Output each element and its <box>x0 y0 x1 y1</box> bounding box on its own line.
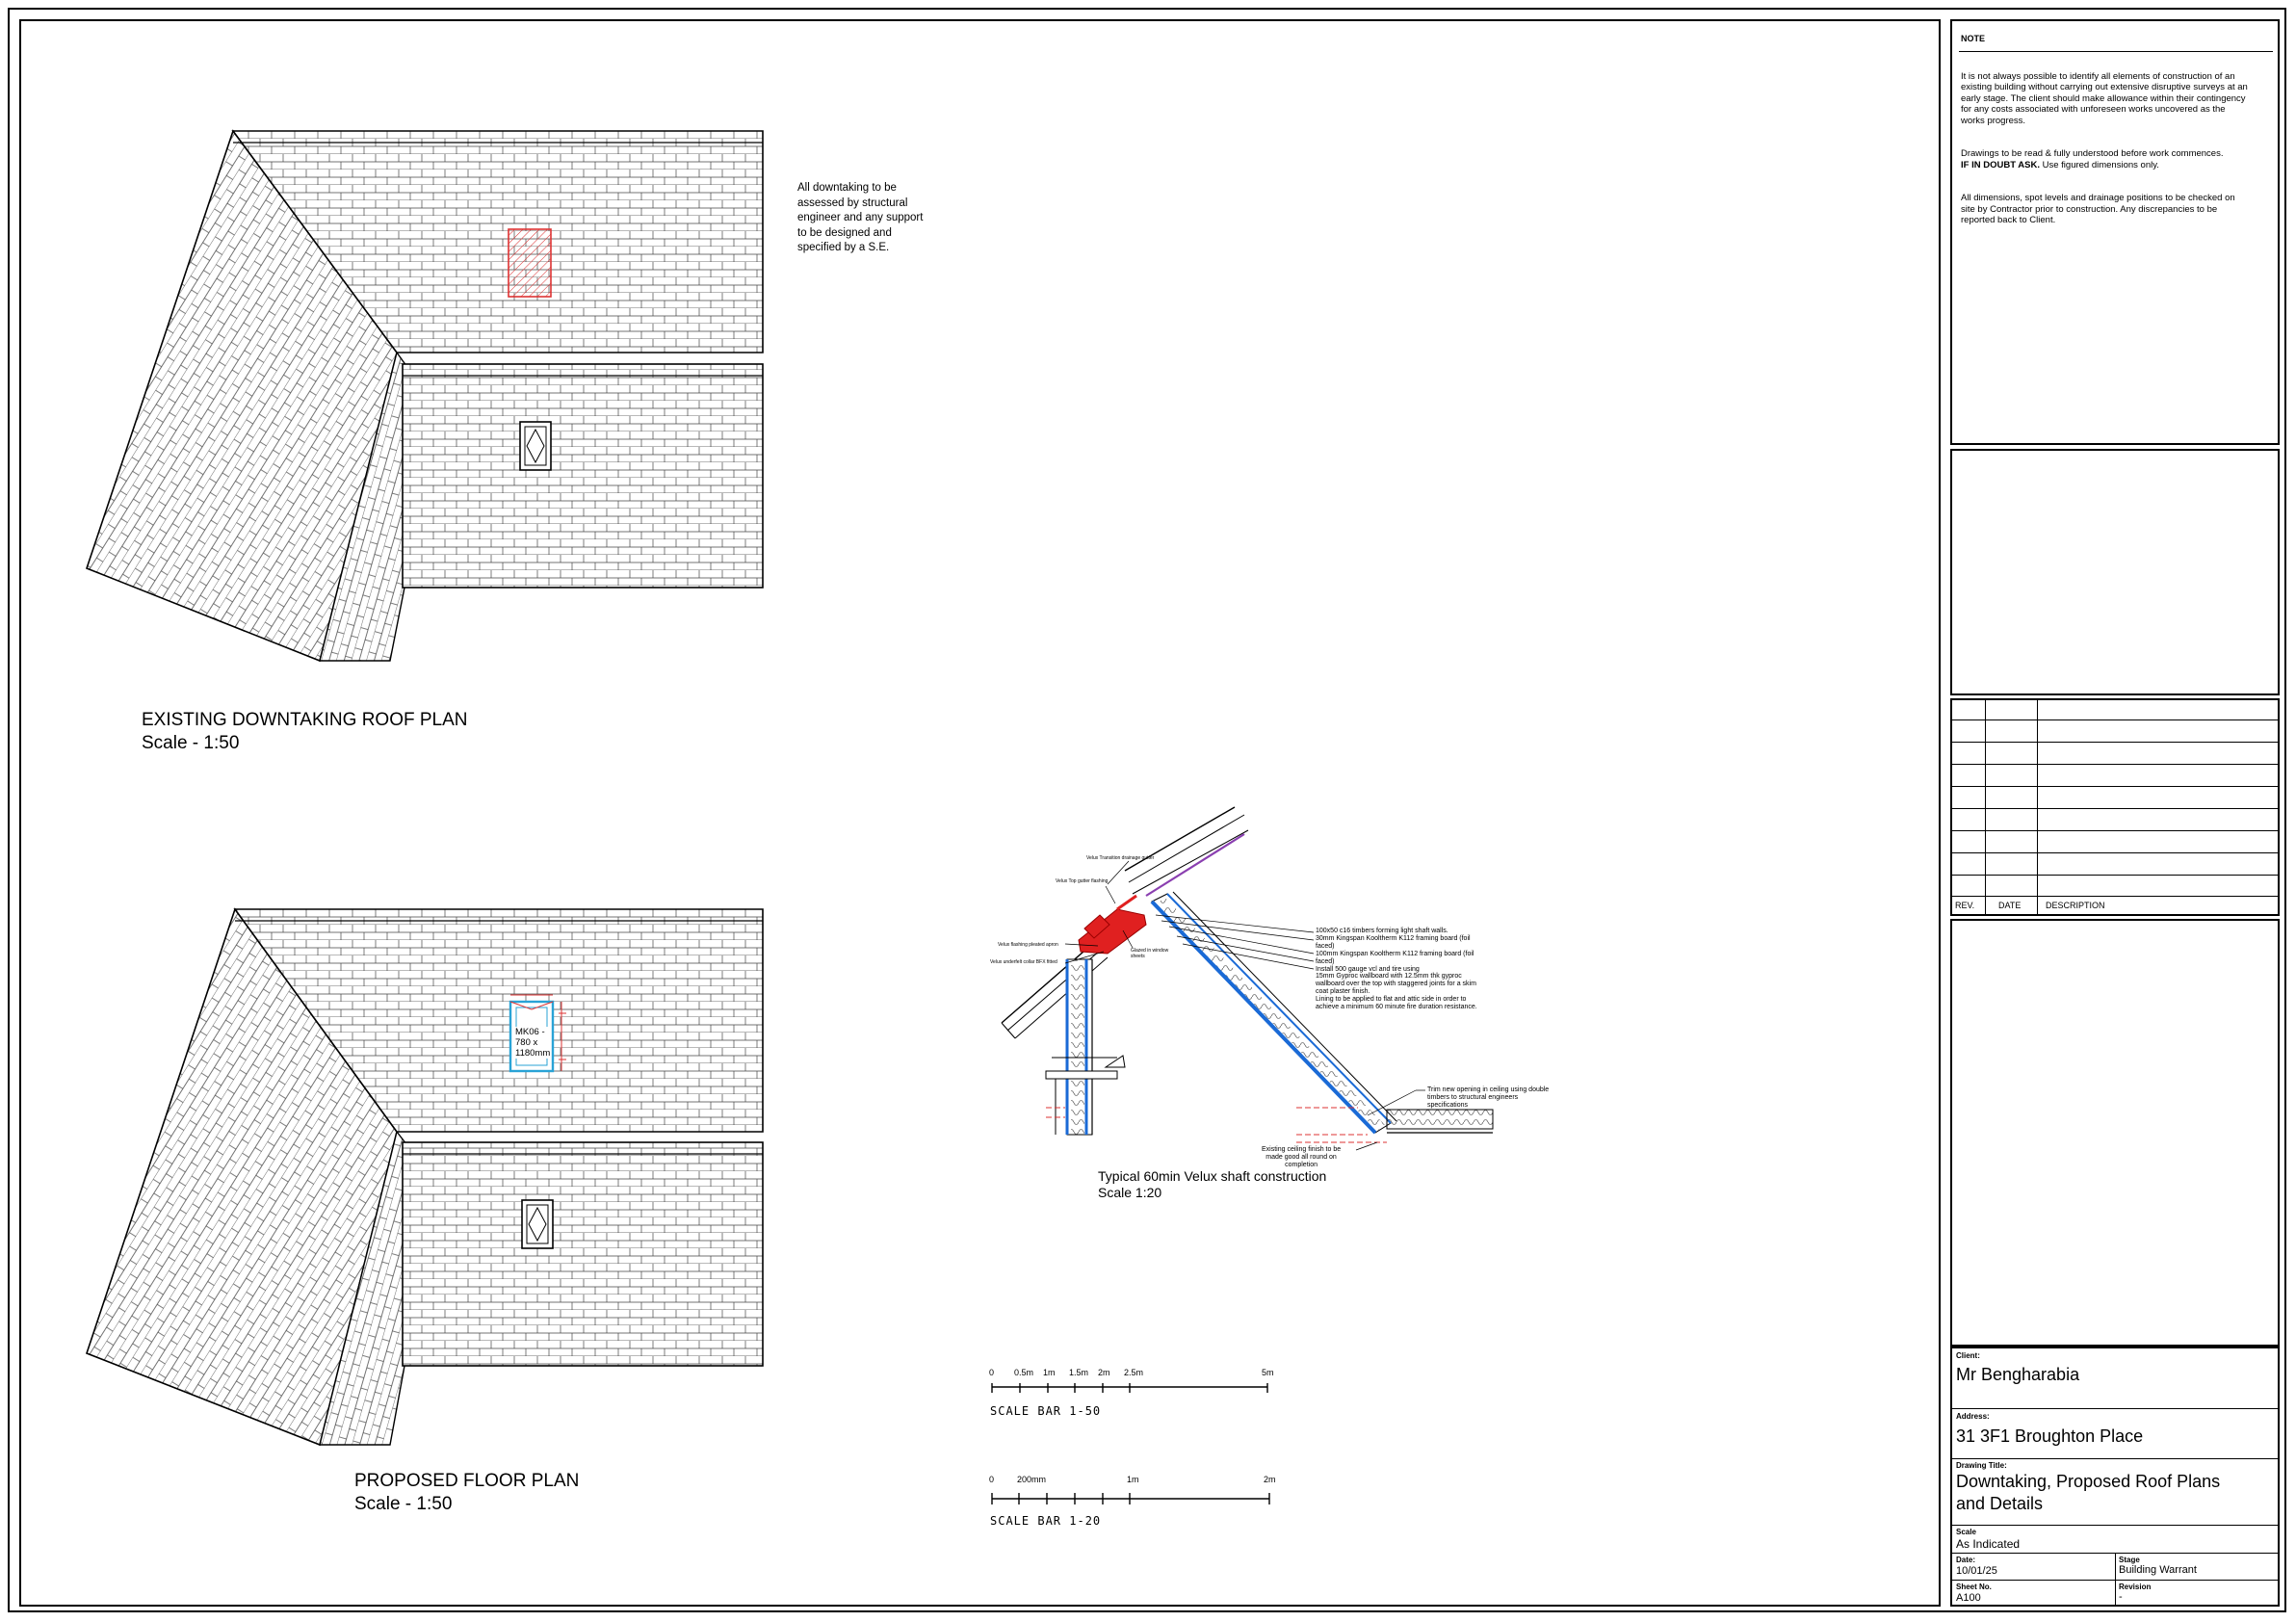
rev-header: REV. <box>1955 901 1975 910</box>
roof-slope-lower <box>403 364 763 588</box>
tick-label: 1.5m <box>1069 1368 1089 1377</box>
tick-label: 1m <box>1127 1475 1139 1484</box>
scale-value: As Indicated <box>1956 1537 2021 1551</box>
notes-body <box>1961 60 2250 248</box>
scale-bar-1-50 <box>992 1383 1267 1393</box>
proposed-plan-scale: Scale - 1:50 <box>354 1494 453 1514</box>
sheet-label: Sheet No. <box>1956 1583 1992 1591</box>
proposed-plan-title: PROPOSED FLOOR PLAN <box>354 1471 580 1491</box>
tick-label: 200mm <box>1017 1475 1047 1484</box>
downtaking-note: All downtaking to be assessed by structural engineer and any support to be designed and specified by a S.E. <box>797 182 924 253</box>
detail-callout-glazed: Glazed in window sheets <box>1131 948 1169 960</box>
notes-paragraph: All dimensions, spot levels and drainage positions to be checked on site by Contractor prior to construction. Any discrepancies to be reported back to Client. <box>1961 192 2235 226</box>
detail-callout-ceiling: Existing ceiling finish to be made good all round on completion <box>1262 1146 1342 1168</box>
existing-rooflight-icon <box>520 422 551 470</box>
date-value: 10/01/25 <box>1956 1565 1997 1577</box>
notes-text: Use figured dimensions only. <box>2039 159 2159 170</box>
description-header: DESCRIPTION <box>2046 901 2105 910</box>
tick-label: 2m <box>1264 1475 1276 1484</box>
revision-table <box>1950 698 2280 916</box>
detail-callout-underfelt: Velux underfelt collar BFX fitted <box>990 959 1057 965</box>
tick-label: 2.5m <box>1124 1368 1144 1377</box>
stage-value: Building Warrant <box>2119 1564 2197 1576</box>
existing-plan-title: EXISTING DOWNTAKING ROOF PLAN <box>142 710 468 730</box>
revision-label: Revision <box>2119 1583 2152 1591</box>
detail-callout-trim: Trim new opening in ceiling using double timbers to structural engineers specifications <box>1427 1086 1550 1109</box>
detail-scale: Scale 1:20 <box>1098 1185 1162 1200</box>
roof-slope-lower <box>403 1142 763 1366</box>
notes-paragraph <box>1961 148 2250 170</box>
detail-callout-top-flashing: Velux Top gutter flashing <box>1056 878 1109 884</box>
tick-label: 2m <box>1098 1368 1110 1377</box>
notes-warning: IF IN DOUBT ASK. <box>1961 159 2040 170</box>
drawing-title-label: Drawing Title: <box>1956 1461 2007 1470</box>
rooflight-to-remove <box>509 229 551 297</box>
title-block-details <box>1950 1347 2280 1607</box>
scale-label: Scale <box>1956 1528 1976 1536</box>
tick-label: 0.5m <box>1014 1368 1034 1377</box>
client-label: Client: <box>1956 1351 1980 1360</box>
tick-label: 0 <box>989 1368 995 1377</box>
detail-title: Typical 60min Velux shaft construction <box>1098 1168 1327 1184</box>
client-name: Mr Bengharabia <box>1956 1365 2080 1384</box>
tick-label: 1m <box>1043 1368 1056 1377</box>
proposed-roof-plan <box>87 909 763 1445</box>
tick-label: 0 <box>989 1475 995 1484</box>
title-block-blank <box>1950 919 2280 1347</box>
notes-panel <box>1950 19 2280 445</box>
scale-bar-1-20 <box>992 1493 1269 1504</box>
detail-callout-apron: Velux flashing pleated apron <box>998 942 1058 948</box>
address-label: Address: <box>1956 1412 1990 1421</box>
detail-callout-gutter: Velux Transition drainage gutter <box>1086 855 1155 861</box>
detail-callout-lining: 100x50 c16 timbers forming light shaft walls. 30mm Kingspan Kooltherm K112 framing board (foil faced) 100mm Kingspan Kooltherm K112 framing board (foil faced) Install 500 gauge vcl and tire using 15mm Gyproc wallboard with 12.5mm thk gyproc wallboard over the top with staggered joints for a skim coat plaster finish. Lining to be applied to flat and attic side in order to achieve a minimum 60 minute fire duration resistance. <box>1316 928 1477 1011</box>
revision-value: - <box>2119 1591 2123 1603</box>
existing-roof-plan <box>87 131 763 661</box>
sheet-value: A100 <box>1956 1592 1981 1604</box>
date-header: DATE <box>1998 901 2022 910</box>
existing-rooflight-icon <box>522 1200 553 1248</box>
drawing-title: Downtaking, Proposed Roof Plans and Details <box>1956 1472 2221 1513</box>
blank-panel <box>1950 449 2280 695</box>
velux-window-label: MK06 - 780 x 1180mm <box>515 1027 551 1059</box>
scale-bar-1-50-caption: SCALE BAR 1-50 <box>990 1404 1102 1418</box>
scale-bar-1-20-caption: SCALE BAR 1-20 <box>990 1514 1102 1528</box>
existing-plan-scale: Scale - 1:50 <box>142 733 240 753</box>
stage-label: Stage <box>2119 1556 2140 1564</box>
notes-paragraph: It is not always possible to identify all elements of construction of an existing building without carrying out extensive disruptive surveys at an early stage. The client should make allowance within their contingency for any costs associated with unforeseen works uncovered as the works progress. <box>1961 70 2248 126</box>
notes-heading: NOTE <box>1961 34 1986 43</box>
notes-text: Drawings to be read & fully understood before work commences. <box>1961 148 2224 160</box>
tick-label: 5m <box>1262 1368 1274 1377</box>
address-value: 31 3F1 Broughton Place <box>1956 1426 2144 1446</box>
date-label: Date: <box>1956 1556 1976 1564</box>
